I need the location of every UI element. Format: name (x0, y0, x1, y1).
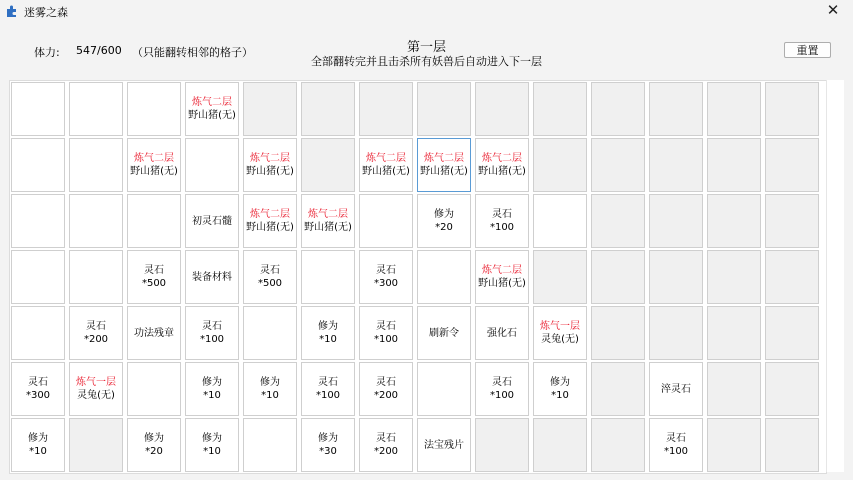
hidden-tile[interactable] (591, 82, 645, 136)
empty-tile[interactable] (11, 194, 65, 248)
hidden-tile[interactable] (765, 362, 819, 416)
hidden-tile[interactable] (475, 418, 529, 472)
monster-level: 炼气二层 (482, 265, 522, 276)
item-tile[interactable] (127, 306, 181, 360)
item-amount: *100 (373, 334, 399, 345)
empty-tile[interactable] (127, 194, 181, 248)
hidden-tile[interactable] (649, 82, 703, 136)
item-name: 修为 (202, 377, 222, 388)
monster-tile[interactable] (533, 306, 587, 360)
hidden-tile[interactable] (765, 418, 819, 472)
game-board (9, 80, 827, 474)
item-name: 修为 (202, 433, 222, 444)
item-tile[interactable] (417, 194, 471, 248)
item-tile[interactable] (69, 306, 123, 360)
hidden-tile[interactable] (591, 306, 645, 360)
item-amount: *30 (319, 446, 337, 457)
item-amount: *10 (319, 334, 337, 345)
empty-tile[interactable] (243, 306, 297, 360)
monster-tile[interactable] (359, 138, 413, 192)
item-name: 法宝残片 (424, 439, 464, 451)
item-tile[interactable] (417, 306, 471, 360)
monster-tile[interactable] (417, 138, 471, 192)
hidden-tile[interactable] (707, 82, 761, 136)
item-tile[interactable] (475, 306, 529, 360)
item-name: 灵石 (492, 209, 512, 220)
item-name: 灵石 (202, 321, 222, 332)
monster-tile[interactable] (301, 194, 355, 248)
monster-level: 炼气二层 (424, 153, 464, 164)
hidden-tile[interactable] (649, 250, 703, 304)
stamina-value: 547/600 (76, 44, 122, 57)
monster-tile[interactable] (185, 82, 239, 136)
item-tile[interactable] (301, 418, 355, 472)
title-bar (0, 0, 853, 22)
item-name: 灵石 (28, 377, 48, 388)
item-tile[interactable] (475, 194, 529, 248)
hidden-tile[interactable] (591, 194, 645, 248)
item-amount: *100 (663, 446, 689, 457)
item-name: 装备材料 (192, 271, 232, 283)
hidden-tile[interactable] (243, 82, 297, 136)
item-tile[interactable] (475, 362, 529, 416)
empty-tile[interactable] (11, 138, 65, 192)
monster-tile[interactable] (243, 138, 297, 192)
hidden-tile[interactable] (591, 138, 645, 192)
hidden-tile[interactable] (765, 194, 819, 248)
stamina-label: 体力: (34, 46, 60, 59)
monster-level: 炼气一层 (76, 377, 116, 388)
monster-name: 野山猪(无) (478, 166, 526, 177)
empty-tile[interactable] (417, 362, 471, 416)
monster-name: 野山猪(无) (246, 222, 294, 233)
item-name: 强化石 (487, 327, 517, 339)
hidden-tile[interactable] (649, 138, 703, 192)
item-name: 修为 (434, 209, 454, 220)
hidden-tile[interactable] (301, 82, 355, 136)
monster-tile[interactable] (243, 194, 297, 248)
item-amount: *100 (489, 390, 515, 401)
hidden-tile[interactable] (765, 82, 819, 136)
item-tile[interactable] (301, 362, 355, 416)
item-amount: *100 (489, 222, 515, 233)
hidden-tile[interactable] (69, 418, 123, 472)
item-tile[interactable] (359, 418, 413, 472)
empty-tile[interactable] (69, 250, 123, 304)
item-amount: *500 (257, 278, 283, 289)
item-name: 修为 (318, 433, 338, 444)
item-name: 灵石 (492, 377, 512, 388)
hidden-tile[interactable] (707, 306, 761, 360)
item-tile[interactable] (127, 250, 181, 304)
hidden-tile[interactable] (591, 418, 645, 472)
level-description: 全部翻转完并且击杀所有妖兽后自动进入下一层 (311, 55, 542, 68)
empty-tile[interactable] (185, 138, 239, 192)
hidden-tile[interactable] (417, 82, 471, 136)
item-amount: *200 (373, 446, 399, 457)
item-tile[interactable] (649, 362, 703, 416)
item-tile[interactable] (649, 418, 703, 472)
hidden-tile[interactable] (591, 362, 645, 416)
monster-level: 炼气二层 (482, 153, 522, 164)
hidden-tile[interactable] (475, 82, 529, 136)
window-title: 迷雾之森 (24, 6, 68, 19)
item-tile[interactable] (533, 362, 587, 416)
empty-tile[interactable] (69, 194, 123, 248)
hidden-tile[interactable] (707, 138, 761, 192)
item-tile[interactable] (301, 306, 355, 360)
item-name: 功法残章 (134, 327, 174, 339)
item-tile[interactable] (417, 418, 471, 472)
empty-tile[interactable] (359, 194, 413, 248)
item-name: 灵石 (260, 265, 280, 276)
item-tile[interactable] (359, 306, 413, 360)
hidden-tile[interactable] (765, 306, 819, 360)
hidden-tile[interactable] (359, 82, 413, 136)
monster-level: 炼气二层 (308, 209, 348, 220)
empty-tile[interactable] (417, 250, 471, 304)
item-tile[interactable] (243, 250, 297, 304)
empty-tile[interactable] (533, 194, 587, 248)
item-name: 灵石 (666, 433, 686, 444)
monster-name: 野山猪(无) (246, 166, 294, 177)
item-name: 初灵石髓 (192, 215, 232, 227)
monster-level: 炼气二层 (134, 153, 174, 164)
item-name: 修为 (260, 377, 280, 388)
empty-tile[interactable] (127, 362, 181, 416)
hidden-tile[interactable] (533, 250, 587, 304)
hidden-tile[interactable] (533, 82, 587, 136)
close-icon: ✕ (826, 1, 840, 19)
item-amount: *500 (141, 278, 167, 289)
item-name: 灵石 (86, 321, 106, 332)
empty-tile[interactable] (301, 250, 355, 304)
item-name: 淬灵石 (661, 383, 691, 395)
vertical-scrollbar[interactable] (826, 80, 844, 472)
monster-level: 炼气二层 (192, 97, 232, 108)
empty-tile[interactable] (11, 82, 65, 136)
item-tile[interactable] (127, 418, 181, 472)
monster-tile[interactable] (475, 138, 529, 192)
item-tile[interactable] (11, 362, 65, 416)
hint-text: （只能翻转相邻的格子） (132, 46, 253, 59)
monster-tile[interactable] (69, 362, 123, 416)
hidden-tile[interactable] (707, 250, 761, 304)
monster-name: 野山猪(无) (478, 278, 526, 289)
item-tile[interactable] (243, 362, 297, 416)
monster-name: 野山猪(无) (420, 166, 468, 177)
monster-level: 炼气一层 (540, 321, 580, 332)
item-amount: *10 (203, 446, 221, 457)
item-tile[interactable] (185, 306, 239, 360)
hidden-tile[interactable] (765, 138, 819, 192)
monster-tile[interactable] (475, 250, 529, 304)
monster-level: 炼气二层 (250, 153, 290, 164)
item-tile[interactable] (185, 418, 239, 472)
monster-name: 野山猪(无) (188, 110, 236, 121)
item-name: 修为 (144, 433, 164, 444)
item-amount: *20 (145, 446, 163, 457)
monster-level: 炼气二层 (366, 153, 406, 164)
item-name: 灵石 (144, 265, 164, 276)
hidden-tile[interactable] (649, 194, 703, 248)
hidden-tile[interactable] (301, 138, 355, 192)
empty-tile[interactable] (243, 418, 297, 472)
item-amount: *100 (315, 390, 341, 401)
item-name: 灵石 (318, 377, 338, 388)
item-amount: *200 (83, 334, 109, 345)
item-name: 刷新令 (429, 327, 459, 339)
item-tile[interactable] (185, 362, 239, 416)
empty-tile[interactable] (127, 82, 181, 136)
close-button[interactable] (813, 0, 853, 22)
item-amount: *300 (373, 278, 399, 289)
item-tile[interactable] (185, 194, 239, 248)
item-name: 修为 (318, 321, 338, 332)
item-amount: *20 (435, 222, 453, 233)
item-amount: *100 (199, 334, 225, 345)
empty-tile[interactable] (11, 306, 65, 360)
empty-tile[interactable] (69, 138, 123, 192)
item-tile[interactable] (185, 250, 239, 304)
hidden-tile[interactable] (649, 306, 703, 360)
item-name: 灵石 (376, 321, 396, 332)
hidden-tile[interactable] (591, 250, 645, 304)
item-amount: *10 (203, 390, 221, 401)
hidden-tile[interactable] (707, 418, 761, 472)
item-name: 修为 (28, 433, 48, 444)
item-tile[interactable] (11, 418, 65, 472)
hidden-tile[interactable] (707, 362, 761, 416)
monster-name: 野山猪(无) (304, 222, 352, 233)
item-tile[interactable] (359, 250, 413, 304)
item-amount: *10 (261, 390, 279, 401)
empty-tile[interactable] (69, 82, 123, 136)
item-amount: *10 (551, 390, 569, 401)
hidden-tile[interactable] (765, 250, 819, 304)
hidden-tile[interactable] (707, 194, 761, 248)
level-title: 第一层 (406, 40, 446, 55)
item-name: 灵石 (376, 433, 396, 444)
item-name: 灵石 (376, 377, 396, 388)
monster-level: 炼气二层 (250, 209, 290, 220)
monster-name: 灵兔(无) (77, 390, 115, 401)
empty-tile[interactable] (11, 250, 65, 304)
reset-button[interactable]: 重置 (784, 42, 831, 58)
hidden-tile[interactable] (533, 418, 587, 472)
monster-name: 灵兔(无) (541, 334, 579, 345)
monster-name: 野山猪(无) (362, 166, 410, 177)
monster-name: 野山猪(无) (130, 166, 178, 177)
hidden-tile[interactable] (533, 138, 587, 192)
item-amount: *10 (29, 446, 47, 457)
monster-tile[interactable] (127, 138, 181, 192)
item-tile[interactable] (359, 362, 413, 416)
item-amount: *300 (25, 390, 51, 401)
item-name: 修为 (550, 377, 570, 388)
item-name: 灵石 (376, 265, 396, 276)
puzzle-icon (5, 4, 19, 18)
item-amount: *200 (373, 390, 399, 401)
